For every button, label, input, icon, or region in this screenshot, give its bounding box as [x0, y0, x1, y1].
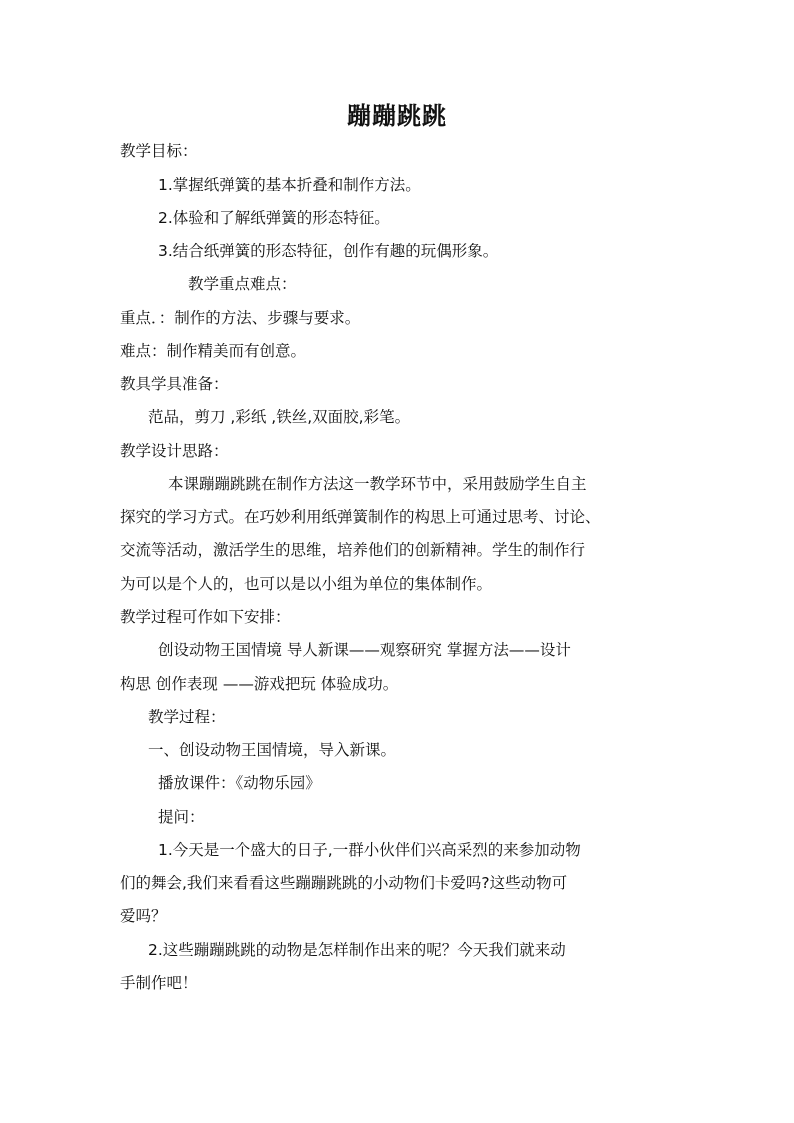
question-label: 提问： — [158, 808, 205, 826]
arrangement-line: 构思 创作表现 ——游戏把玩 体验成功。 — [120, 675, 399, 693]
question-one-line: 爱吗？ — [120, 907, 167, 925]
question-two-line: 2.这些蹦蹦跳跳的动物是怎样制作出来的呢？今天我们就来动 — [148, 941, 566, 959]
key-points-heading: 教学重点难点： — [188, 275, 297, 293]
question-one-line: 1.今天是一个盛大的日子,一群小伙伴们兴高采烈的来参加动物 — [158, 841, 581, 859]
objective-item: 2.体验和了解纸弹簧的形态特征。 — [158, 209, 390, 227]
objectives-heading: 教学目标： — [120, 142, 198, 160]
design-line: 交流等活动，激活学生的思维，培养他们的创新精神。学生的制作行 — [120, 541, 586, 559]
courseware-text: 播放课件：《动物乐园》 — [158, 774, 321, 792]
difficulty-text: 难点：制作精美而有创意。 — [120, 342, 307, 360]
objective-item: 1.掌握纸弹簧的基本折叠和制作方法。 — [158, 176, 421, 194]
key-point-text: 重点．：制作的方法、步骤与要求。 — [120, 309, 361, 327]
arrangement-heading: 教学过程可作如下安排： — [120, 608, 291, 626]
materials-heading: 教具学具准备： — [120, 375, 229, 393]
process-heading: 教学过程： — [148, 708, 226, 726]
design-heading: 教学设计思路： — [120, 442, 229, 460]
document-title: 蹦蹦跳跳 — [347, 102, 447, 130]
question-one-line: 们的舞会,我们来看看这些蹦蹦跳跳的小动物们卡爱吗?这些动物可 — [120, 874, 568, 892]
design-line: 探究的学习方式。在巧妙利用纸弹簧制作的构思上可通过思考、讨论、 — [120, 508, 601, 526]
materials-text: 范品，剪刀 ,彩纸 ,铁丝,双面胶,彩笔。 — [148, 408, 411, 426]
arrangement-line: 创设动物王国情境 导人新课——观察研究 掌握方法——设计 — [158, 641, 571, 659]
design-line: 本课蹦蹦跳跳在制作方法这一教学环节中，采用鼓励学生自主 — [168, 475, 587, 493]
objective-item: 3.结合纸弹簧的形态特征，创作有趣的玩偶形象。 — [158, 242, 499, 260]
design-line: 为可以是个人的，也可以是以小组为单位的集体制作。 — [120, 575, 493, 593]
step-one-heading: 一、创设动物王国情境，导入新课。 — [148, 741, 397, 759]
question-two-line: 手制作吧！ — [120, 974, 198, 992]
